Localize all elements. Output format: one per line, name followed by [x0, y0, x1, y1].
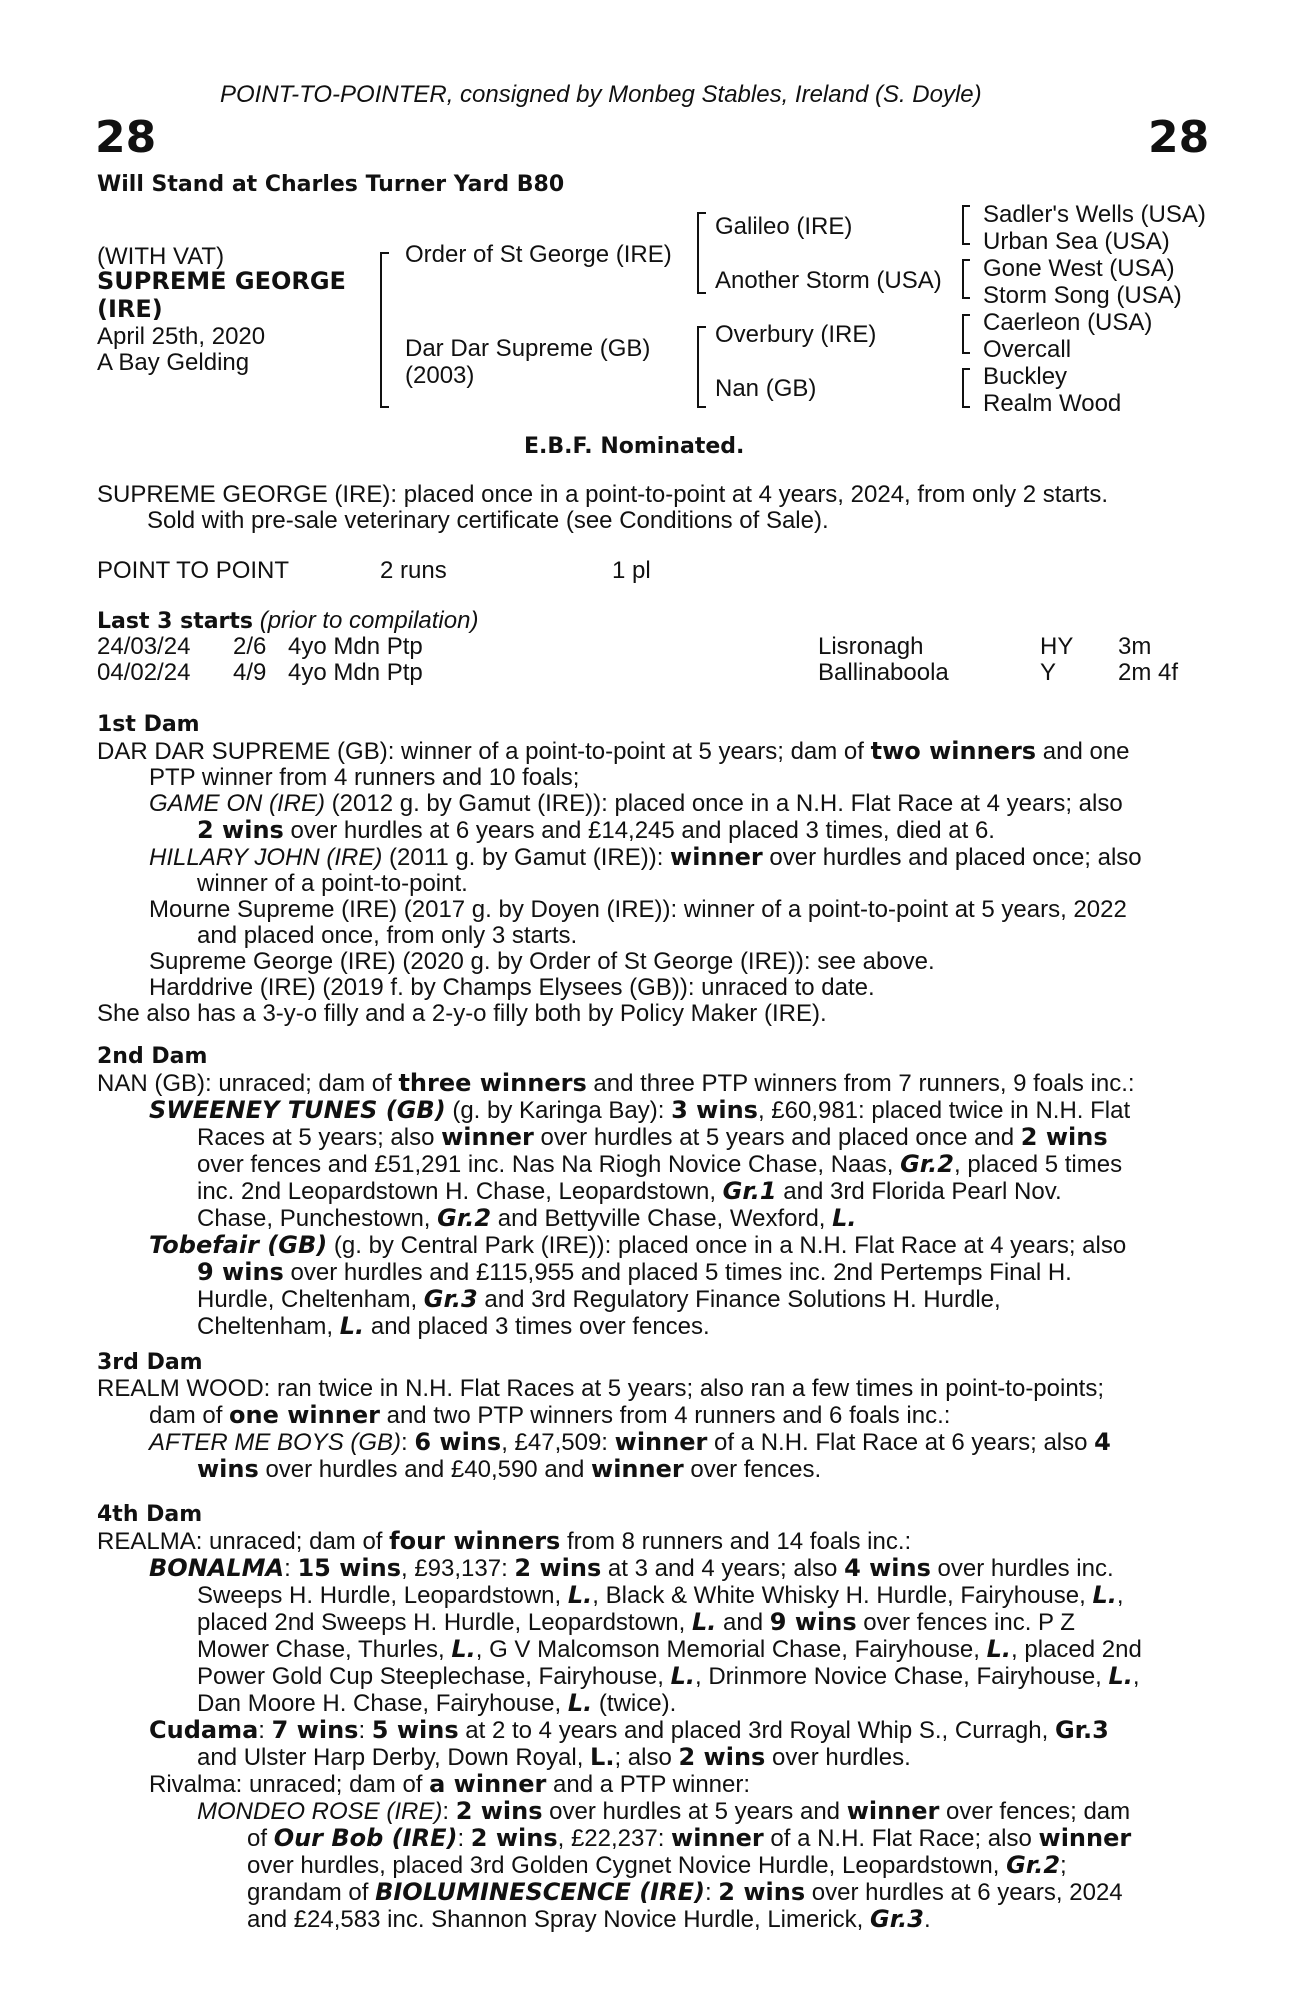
- produce-mourne-supreme-cont: and placed once, from only 3 starts.: [197, 922, 578, 949]
- pedigree-g3: Gone West (USA): [983, 255, 1175, 282]
- produce-bonalma-l5: Power Gold Cup Steeplechase, Fairyhouse, L., Drinmore Novice Chase, Fairyhouse, L.,: [197, 1662, 1140, 1690]
- produce-tobefair-l3: Hurdle, Cheltenham, Gr.3 and 3rd Regulatory Finance Solutions H. Hurdle,: [197, 1285, 1001, 1313]
- record-placed: 1 pl: [612, 557, 651, 584]
- fourth-dam-section: [97, 1502, 1207, 1933]
- pedigree-sire-sire: Galileo (IRE): [715, 213, 853, 240]
- produce-rivalma: Rivalma: unraced; dam of a winner and a PTP winner:: [149, 1770, 751, 1798]
- record-label: POINT TO POINT: [97, 557, 290, 584]
- first-dam-intro-cont: PTP winner from 4 runners and 10 foals;: [149, 764, 580, 791]
- pedigree-dam-sire: Overbury (IRE): [715, 321, 877, 348]
- produce-mondeo-rose: MONDEO ROSE (IRE): 2 wins over hurdles at 5 years and winner over fences; dam: [197, 1797, 1131, 1825]
- stand-location: Will Stand at Charles Turner Yard B80: [97, 172, 565, 197]
- produce-hillary-john-cont: winner of a point-to-point.: [197, 870, 468, 897]
- produce-mondeo-rose-l4: grandam of BIOLUMINESCENCE (IRE): 2 wins over hurdles at 6 years, 2024: [247, 1878, 1123, 1906]
- foaled-date: April 25th, 2020: [97, 323, 266, 350]
- second-dam-intro: NAN (GB): unraced; dam of three winners and three PTP winners from 7 runners, 9 foals inc.:: [97, 1069, 1135, 1097]
- produce-cudama-cont: and Ulster Harp Derby, Down Royal, L.; also 2 wins over hurdles.: [197, 1743, 911, 1771]
- fourth-dam-heading: 4th Dam: [97, 1502, 203, 1527]
- pedigree-g8: Realm Wood: [983, 390, 1122, 417]
- pedigree-g7: Buckley: [983, 363, 1068, 390]
- first-dam-section: [97, 712, 1207, 1027]
- pedigree-dam: Dar Dar Supreme (GB): [405, 335, 651, 362]
- pedigree-g2: Urban Sea (USA): [983, 228, 1170, 255]
- pedigree-brace-main: [380, 252, 389, 408]
- pedigree-dam-year: (2003): [405, 362, 475, 389]
- produce-sweeney-tunes-l2: Races at 5 years; also winner over hurdles at 5 years and placed once and 2 wins: [197, 1123, 1108, 1151]
- start-course: Ballinaboola: [818, 659, 949, 686]
- pedigree-brace-dam: [697, 326, 706, 408]
- pedigree-brace-g3: [962, 314, 970, 354]
- last-starts-title: Last 3 starts: [97, 609, 254, 634]
- last-starts-heading: [97, 608, 478, 635]
- fourth-dam-intro: REALMA: unraced; dam of four winners from 8 runners and 14 foals inc.:: [97, 1527, 912, 1555]
- produce-tobefair-l4: Cheltenham, L. and placed 3 times over fences.: [197, 1312, 710, 1340]
- record-runs: 2 runs: [380, 557, 447, 584]
- first-dam-heading: 1st Dam: [97, 712, 200, 737]
- pedigree-sire: Order of St George (IRE): [405, 241, 672, 268]
- produce-game-on: GAME ON (IRE) (2012 g. by Gamut (IRE)): placed once in a N.H. Flat Race at 4 years; also: [149, 790, 1123, 817]
- third-dam-intro-cont: dam of one winner and two PTP winners from 4 runners and 6 foals inc.:: [149, 1401, 951, 1429]
- produce-harddrive: Harddrive (IRE) (2019 f. by Champs Elysees (GB)): unraced to date.: [149, 974, 875, 1001]
- produce-mondeo-rose-l2: of Our Bob (IRE): 2 wins, £22,237: winner of a N.H. Flat Race; also winner: [247, 1824, 1132, 1852]
- third-dam-heading: 3rd Dam: [97, 1350, 203, 1375]
- vat-note: (WITH VAT): [97, 243, 225, 270]
- produce-mondeo-rose-l3: over hurdles, placed 3rd Golden Cygnet Novice Hurdle, Leopardstown, Gr.2;: [247, 1851, 1067, 1879]
- horse-name-country: (IRE): [97, 295, 163, 323]
- pedigree-brace-sire: [697, 212, 706, 294]
- second-dam-section: [97, 1044, 1207, 1340]
- produce-sweeney-tunes-l5: Chase, Punchestown, Gr.2 and Bettyville Chase, Wexford, L.: [197, 1204, 857, 1232]
- produce-sweeney-tunes-l4: inc. 2nd Leopardstown H. Chase, Leopardstown, Gr.1 and 3rd Florida Pearl Nov.: [197, 1177, 1062, 1205]
- produce-tobefair: Tobefair (GB) (g. by Central Park (IRE)): placed once in a N.H. Flat Race at 4 years; also: [149, 1231, 1127, 1259]
- start-distance: 2m 4f: [1118, 659, 1179, 686]
- produce-bonalma-l6: Dan Moore H. Chase, Fairyhouse, L. (twice).: [197, 1689, 677, 1717]
- first-dam-also: She also has a 3-y-o filly and a 2-y-o filly both by Policy Maker (IRE).: [97, 1000, 827, 1027]
- produce-supreme-george: Supreme George (IRE) (2020 g. by Order of St George (IRE)): see above.: [149, 948, 935, 975]
- start-race: 4yo Mdn Ptp: [288, 633, 423, 660]
- start-going: Y: [1040, 659, 1057, 686]
- produce-sweeney-tunes-l3: over fences and £51,291 inc. Nas Na Riogh Novice Chase, Naas, Gr.2, placed 5 times: [197, 1150, 1123, 1178]
- start-date: 24/03/24: [97, 633, 191, 660]
- produce-after-me-boys: AFTER ME BOYS (GB): 6 wins, £47,509: winner of a N.H. Flat Race at 6 years; also 4: [149, 1428, 1111, 1456]
- third-dam-section: [97, 1350, 1207, 1483]
- pedigree-brace-g4: [962, 368, 970, 408]
- horse-name: SUPREME GEORGE: [97, 267, 346, 295]
- start-going: HY: [1040, 633, 1074, 660]
- pedigree-g4: Storm Song (USA): [983, 282, 1182, 309]
- consignor-line: POINT-TO-POINTER, consigned by Monbeg Stables, Ireland (S. Doyle): [220, 81, 982, 108]
- second-dam-heading: 2nd Dam: [97, 1044, 208, 1069]
- produce-game-on-cont: 2 wins over hurdles at 6 years and £14,245 and placed 3 times, died at 6.: [197, 816, 995, 844]
- start-position: 4/9: [233, 659, 267, 686]
- start-course: Lisronagh: [818, 633, 924, 660]
- horse-description: A Bay Gelding: [97, 349, 250, 376]
- start-race: 4yo Mdn Ptp: [288, 659, 423, 686]
- third-dam-intro: REALM WOOD: ran twice in N.H. Flat Races at 5 years; also ran a few times in point-to-points;: [97, 1375, 1105, 1402]
- produce-bonalma-l3: placed 2nd Sweeps H. Hurdle, Leopardstown, L. and 9 wins over fences inc. P Z: [197, 1608, 1075, 1636]
- start-date: 04/02/24: [97, 659, 191, 686]
- produce-bonalma-l2: Sweeps H. Hurdle, Leopardstown, L., Black & White Whisky H. Hurdle, Fairyhouse, L.,: [197, 1581, 1124, 1609]
- lot-number-right: 28: [1148, 112, 1210, 163]
- pedigree-g1: Sadler's Wells (USA): [983, 201, 1206, 228]
- pedigree-g6: Overcall: [983, 336, 1072, 363]
- produce-tobefair-l2: 9 wins over hurdles and £115,955 and placed 5 times inc. 2nd Pertemps Final H.: [197, 1258, 1072, 1286]
- ebf-nomination: E.B.F. Nominated.: [524, 434, 745, 459]
- summary-line: SUPREME GEORGE (IRE): placed once in a point-to-point at 4 years, 2024, from only 2 starts.: [97, 481, 1109, 508]
- vet-certificate-note: Sold with pre-sale veterinary certificate (see Conditions of Sale).: [147, 507, 829, 534]
- produce-bonalma: BONALMA: 15 wins, £93,137: 2 wins at 3 and 4 years; also 4 wins over hurdles inc.: [149, 1554, 1114, 1582]
- pedigree-brace-g2: [962, 259, 970, 299]
- produce-cudama: Cudama: 7 wins: 5 wins at 2 to 4 years and placed 3rd Royal Whip S., Curragh, Gr.3: [149, 1716, 1109, 1744]
- last-starts-note: (prior to compilation): [259, 607, 479, 634]
- produce-sweeney-tunes: SWEENEY TUNES (GB) (g. by Karinga Bay): 3 wins, £60,981: placed twice in N.H. Flat: [149, 1096, 1131, 1124]
- first-dam-intro: DAR DAR SUPREME (GB): winner of a point-to-point at 5 years; dam of two winners and one: [97, 737, 1130, 765]
- pedigree-dam-dam: Nan (GB): [715, 375, 817, 402]
- produce-mondeo-rose-l5: and £24,583 inc. Shannon Spray Novice Hurdle, Limerick, Gr.3.: [247, 1905, 931, 1933]
- produce-hillary-john: HILLARY JOHN (IRE) (2011 g. by Gamut (IRE)): winner over hurdles and placed once; also: [149, 843, 1142, 871]
- produce-bonalma-l4: Mower Chase, Thurles, L., G V Malcomson Memorial Chase, Fairyhouse, L., placed 2nd: [197, 1635, 1142, 1663]
- start-distance: 3m: [1118, 633, 1152, 660]
- lot-number-left: 28: [95, 112, 157, 163]
- produce-mourne-supreme: Mourne Supreme (IRE) (2017 g. by Doyen (IRE)): winner of a point-to-point at 5 years, 2022: [149, 896, 1127, 923]
- pedigree-g5: Caerleon (USA): [983, 309, 1153, 336]
- pedigree-sire-dam: Another Storm (USA): [715, 267, 942, 294]
- produce-after-me-boys-cont: wins over hurdles and £40,590 and winner over fences.: [197, 1455, 822, 1483]
- start-position: 2/6: [233, 633, 267, 660]
- pedigree-brace-g1: [962, 205, 970, 245]
